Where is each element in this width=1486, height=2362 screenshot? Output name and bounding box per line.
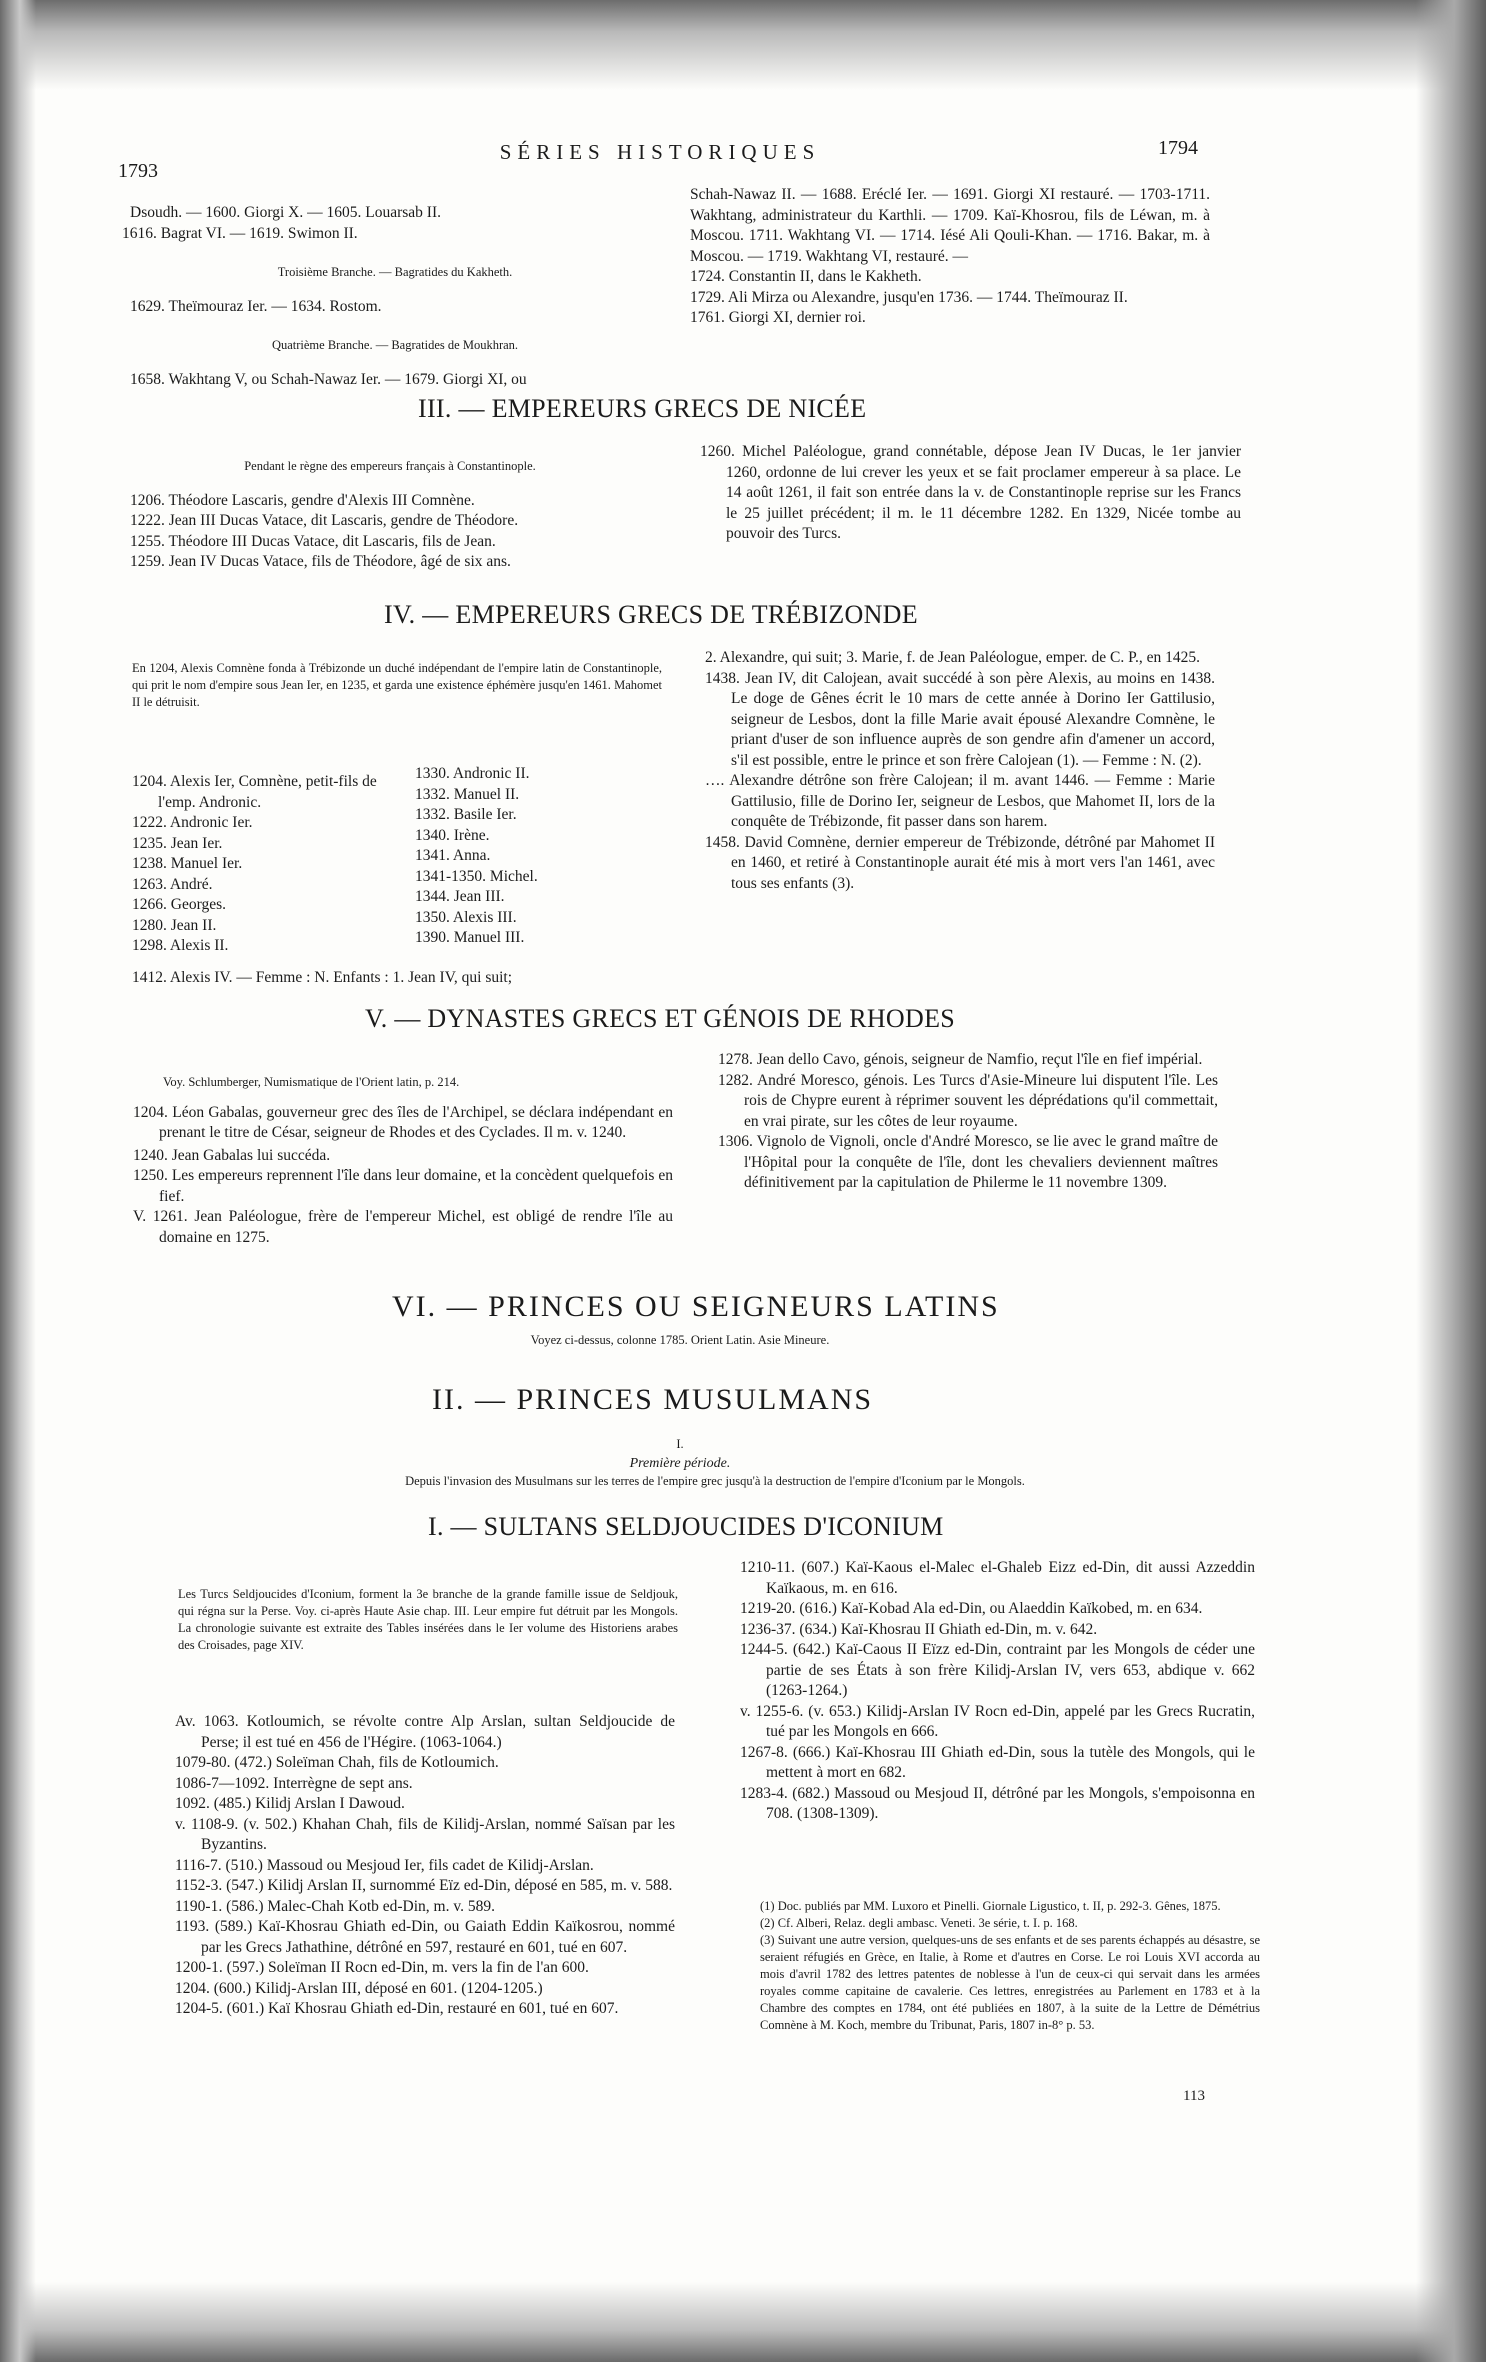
section-title-nicee: III. — EMPEREURS GRECS DE NICÉE <box>418 394 867 423</box>
iconium-entry: 1086-7—1092. Interrègne de sept ans. <box>175 1774 413 1792</box>
page-number-left: 1793 <box>118 160 158 182</box>
section-title-trebizonde: IV. — EMPEREURS GRECS DE TRÉBIZONDE <box>384 600 918 629</box>
iconium-entry: 1204-5. (601.) Kaï Khosrau Ghiath ed-Din, restauré en 601, tué en 607. <box>175 2000 619 2017</box>
rhodes-left-column <box>133 1072 673 1248</box>
part-title-musulmans: II. — PRINCES MUSULMANS <box>432 1383 874 1416</box>
georgia-left-column <box>122 203 660 390</box>
trebizonde-entry: 1332. Manuel II. <box>415 785 520 803</box>
branch-caption: Quatrième Branche. — Bagratides de Moukhran. <box>271 338 519 352</box>
rhodes-entry: 1306. Vignolo de Vignoli, oncle d'André Moresco, se lie avec le grand maître de l'Hôpital pour la conquête de l'île, dont les chevaliers deviennent maîtres définitivement par la capitulation de Philerme le 11 novembre 1309. <box>718 1133 1218 1191</box>
latins-note: Voyez ci-dessus, colonne 1785. Orient Latin. Asie Mineure. <box>530 1333 830 1347</box>
footnote: (3) Suivant une autre version, quelques-uns de ses enfants et de ses parents échappés au désastre, se seraient réfugiés en Grèce, en Italie, à Rome et d'autres en Corse. Le roi Louis XVI accorda au mois d'avril 1782 des lettres patentes de noblesse à l'un de ceux-ci qui servait dans les armées royales comme capitaine de cavalerie. Ces lettres, enregistrées au Parlement en 1783 et à la Chambre des comptes en 1784, ont été publiées en 1807, à la suite de la Lettre de Démétrius Comnène à M. Koch, membre du Tribunat, Paris, 1807 in-8° p. 53. <box>760 1933 1260 2032</box>
iconium-right-column <box>740 1558 1255 1825</box>
iconium-entry: 1092. (485.) Kilidj Arslan I Dawoud. <box>175 1795 405 1812</box>
iconium-entry: 1190-1. (586.) Malec-Chah Kotb ed-Din, m. v. 589. <box>175 1897 495 1915</box>
nicee-entry: 1222. Jean III Ducas Vatace, dit Lascaris, gendre de Théodore. <box>130 512 519 529</box>
georgia-line: Dsoudh. — 1600. Giorgi X. — 1605. Louarsab II. <box>130 204 441 221</box>
georgia-line: 1629. Theïmouraz Ier. — 1634. Rostom. <box>130 297 382 315</box>
scan-edge-top <box>0 0 1486 90</box>
scan-edge-left <box>0 0 36 2362</box>
trebizonde-entry: 1330. Andronic II. <box>415 765 530 782</box>
iconium-entry: 1283-4. (682.) Massoud ou Mesjoud II, détrôné par les Mongols, s'empoisonna en 708. (1308-1309). <box>740 1784 1255 1822</box>
footnotes <box>760 1898 1260 2034</box>
scan-edge-right <box>1416 0 1486 2362</box>
trebizonde-entry: 2. Alexandre, qui suit; 3. Marie, f. de Jean Paléologue, emper. de C. P., en 1425. <box>705 649 1201 666</box>
georgia-line: 1729. Ali Mirza ou Alexandre, jusqu'en 1736. — 1744. Theïmouraz II. <box>690 288 1128 306</box>
iconium-left-column <box>175 1712 675 2020</box>
nicee-entry: 1206. Théodore Lascaris, gendre d'Alexis III Comnène. <box>130 491 475 509</box>
page-number-right: 1794 <box>1158 137 1198 159</box>
trebizonde-entry: 1263. André. <box>132 875 213 893</box>
trebizonde-entry: 1341-1350. Michel. <box>415 867 538 885</box>
part-number: I. <box>676 1437 684 1451</box>
rhodes-entry: 1240. Jean Gabalas lui succéda. <box>133 1146 331 1164</box>
rhodes-entry: V. 1261. Jean Paléologue, frère de l'empereur Michel, est obligé de rendre l'île au domaine en 1275. <box>133 1208 673 1246</box>
iconium-entry: 1193. (589.) Kaï-Khosrau Ghiath ed-Din, ou Gaiath Eddin Kaïkosrou, nommé par les Grecs Jathathine, détrôné en 597, restauré en 601, tué en 607. <box>175 1918 675 1956</box>
iconium-entry: v. 1255-6. (v. 653.) Kilidj-Arslan IV Rocn ed-Din, appelé par les Grecs Rucratin, tué par les Mongols en 666. <box>740 1702 1255 1740</box>
trebizonde-entry: 1438. Jean IV, dit Calojean, avait succédé à son père Alexis, au moins en 1438. Le doge de Gênes écrit le 10 mars de cette année à Dorino Ier Gattilusio, seigneur de Lesbos, dont la fille Marie avait épousé Alexandre Comnène, le priant d'user de son influence auprès de son gendre afin d'amener un accord, s'il est possible, entre le prince et son frère Calojean (1). — Femme : N. (2). <box>705 669 1215 769</box>
period-label: Première période. <box>629 1456 731 1471</box>
georgia-line: 1616. Bagrat VI. — 1619. Swimon II. <box>122 224 358 242</box>
iconium-entry: 1267-8. (666.) Kaï-Khosrau III Ghiath ed-Din, sous la tutèle des Mongols, qui le mettent à mort en 682. <box>740 1743 1255 1781</box>
scan-edge-bottom <box>0 2282 1486 2362</box>
section-title-iconium: I. — SULTANS SELDJOUCIDES D'ICONIUM <box>428 1512 944 1541</box>
section-title-rhodes: V. — DYNASTES GRECS ET GÉNOIS DE RHODES <box>365 1004 956 1033</box>
iconium-intro: Les Turcs Seldjoucides d'Iconium, forment la 3e branche de la grande famille issue de Seldjouk, qui régna sur la Perse. Voy. ci-après Haute Asie chap. III. Leur empire fut détruit par les Mongols. La chronologie suivante est extraite des Tables insérées dans le Ier volume des Historiens arabes des Croisades, page XIV. <box>178 1587 678 1652</box>
rhodes-entry: 1282. André Moresco, génois. Les Turcs d'Asie-Mineure lui disputent l'île. Les rois de Chypre eurent à réprimer souvent les déprédations qu'il commettait, en vrai pirate, sur les côtes de leur royaume. <box>718 1071 1218 1130</box>
rhodes-entry: 1204. Léon Gabalas, gouverneur grec des îles de l'Archipel, se déclara indépendant en prenant le titre de César, seigneur de Rhodes et des Cyclades. Il m. v. 1240. <box>133 1103 673 1141</box>
running-title: SÉRIES HISTORIQUES <box>499 140 821 164</box>
nicee-entry: 1260. Michel Paléologue, grand connétable, dépose Jean IV Ducas, le 1er janvier 1260, ordonne de lui crever les yeux et se fait proclamer empereur à sa place. Le 14 août 1261, il fait son entrée dans la v. de Constantinople reprise sur les Francs le 25 juillet précédent; il m. le 11 décembre 1282. En 1329, Nicée tombe au pouvoir des Turcs. <box>700 443 1241 542</box>
trebizonde-list-a <box>132 772 392 957</box>
georgia-right-column <box>690 185 1210 329</box>
trebizonde-entry: 1350. Alexis III. <box>415 908 517 926</box>
nicee-caption: Pendant le règne des empereurs français à Constantinople. <box>244 459 536 473</box>
trebizonde-list-b <box>415 764 655 949</box>
trebizonde-entry: 1204. Alexis Ier, Comnène, petit-fils de l'emp. Andronic. <box>132 773 377 811</box>
nicee-entry: 1255. Théodore III Ducas Vatace, dit Lascaris, fils de Jean. <box>130 532 496 550</box>
trebizonde-entry: 1340. Irène. <box>415 826 490 844</box>
trebizonde-entry: 1280. Jean II. <box>132 916 217 934</box>
trebizonde-entry: 1238. Manuel Ier. <box>132 855 243 872</box>
trebizonde-entry: 1390. Manuel III. <box>415 929 525 946</box>
iconium-entry: 1210-11. (607.) Kaï-Kaous el-Malec el-Ghaleb Eizz ed-Din, dit aussi Azzeddin Kaïkaous, m. en 616. <box>740 1559 1255 1597</box>
iconium-entry: 1152-3. (547.) Kilidj Arslan II, surnommé Eïz ed-Din, déposé en 585, m. v. 588. <box>175 1877 673 1894</box>
iconium-entry: v. 1108-9. (v. 502.) Khahan Chah, fils de Kilidj-Arslan, nommé Saïsan par les Byzantins. <box>175 1815 675 1853</box>
georgia-line: Schah-Nawaz II. — 1688. Eréclé Ier. — 1691. Giorgi XI restauré. — 1703-1711. Wakhtang, administrateur du Karthli. — 1709. Kaï-Khosrou, fils de Léwan, m. à Moscou. 1711. Wakhtang VI. — 1714. Iésé Ali Qouli-Khan. — 1716. Bakar, m. à Moscou. — 1719. Wakhtang VI, restauré. — <box>690 186 1210 265</box>
footnote: (2) Cf. Alberi, Relaz. degli ambasc. Veneti. 3e série, t. I. p. 168. <box>760 1916 1078 1930</box>
rhodes-right-column <box>718 1050 1218 1194</box>
trebizonde-entry: 1332. Basile Ier. <box>415 806 517 823</box>
trebizonde-intro: En 1204, Alexis Comnène fonda à Trébizonde un duché indépendant de l'empire latin de Constantinople, qui prit le nom d'empire sous Jean Ier, en 1235, et garda une existence éphémère jusqu'en 1461. Mahomet II le détruisit. <box>132 661 662 709</box>
signature-number: 113 <box>1183 2088 1205 2104</box>
iconium-entry: Av. 1063. Kotloumich, se révolte contre Alp Arslan, sultan Seldjoucide de Perse; il est tué en 456 de l'Hégire. (1063-1064.) <box>175 1713 675 1751</box>
iconium-entry: 1244-5. (642.) Kaï-Caous II Eïzz ed-Din, contraint par les Mongols de céder une partie de ses États à son frère Kilidj-Arslan IV, vers 653, abdique v. 662 (1263-1264.) <box>740 1641 1255 1699</box>
nicee-entry: 1259. Jean IV Ducas Vatace, fils de Théodore, âgé de six ans. <box>130 553 511 570</box>
trebizonde-entry: 1266. Georges. <box>132 896 226 913</box>
trebizonde-entry: 1458. David Comnène, dernier empereur de Trébizonde, détrôné par Mahomet II en 1460, et retiré à Constantinople aurait été mis à mort vers l'an 1461, avec tous ses enfants (3). <box>705 833 1215 892</box>
trebizonde-entry: 1298. Alexis II. <box>132 937 229 954</box>
georgia-line: 1658. Wakhtang V, ou Schah-Nawaz Ier. — 1679. Giorgi XI, ou <box>130 370 527 388</box>
iconium-entry: 1200-1. (597.) Soleïman II Rocn ed-Din, m. vers la fin de l'an 600. <box>175 1959 589 1976</box>
period-description: Depuis l'invasion des Musulmans sur les terres de l'empire grec jusqu'à la destruction de l'empire d'Iconium par le Mongols. <box>405 1474 1025 1488</box>
section-title-latins: VI. — PRINCES OU SEIGNEURS LATINS <box>392 1290 1000 1323</box>
trebizonde-entry-last: 1412. Alexis IV. — Femme : N. Enfants : 1. Jean IV, qui suit; <box>132 969 513 986</box>
trebizonde-entry: 1222. Andronic Ier. <box>132 814 253 831</box>
iconium-entry: 1219-20. (616.) Kaï-Kobad Ala ed-Din, ou Alaeddin Kaïkobed, m. en 634. <box>740 1600 1203 1617</box>
trebizonde-right-column <box>705 648 1215 894</box>
georgia-line: 1761. Giorgi XI, dernier roi. <box>690 309 866 326</box>
iconium-entry: 1204. (600.) Kilidj-Arslan III, déposé en 601. (1204-1205.) <box>175 1979 543 1997</box>
rhodes-entry: 1278. Jean dello Cavo, génois, seigneur de Namfio, reçut l'île en fief impérial. <box>718 1051 1203 1068</box>
nicee-left-column <box>130 456 650 573</box>
iconium-entry: 1236-37. (634.) Kaï-Khosrau II Ghiath ed-Din, m. v. 642. <box>740 1620 1098 1638</box>
rhodes-caption: Voy. Schlumberger, Numismatique de l'Orient latin, p. 214. <box>163 1075 460 1089</box>
iconium-entry: 1116-7. (510.) Massoud ou Mesjoud Ier, fils cadet de Kilidj-Arslan. <box>175 1856 594 1874</box>
trebizonde-entry: 1344. Jean III. <box>415 888 505 905</box>
nicee-right-column <box>700 442 1241 545</box>
rhodes-entry: 1250. Les empereurs reprennent l'île dans leur domaine, et la concèdent quelquefois en fief. <box>133 1167 673 1205</box>
footnote: (1) Doc. publiés par MM. Luxoro et Pinelli. Giornale Ligustico, t. II, p. 292-3. Gênes, 1875. <box>760 1899 1221 1913</box>
trebizonde-entry: …. Alexandre détrône son frère Calojean; il m. avant 1446. — Femme : Marie Gattilusio, fille de Dorino Ier, seigneur de Lesbos, que Mahomet II, lors de la conquête de Trébizonde, fit passer dans son harem. <box>705 772 1215 830</box>
trebizonde-entry: 1235. Jean Ier. <box>132 834 223 852</box>
trebizonde-entry: 1341. Anna. <box>415 847 491 864</box>
iconium-entry: 1079-80. (472.) Soleïman Chah, fils de Kotloumich. <box>175 1754 499 1771</box>
georgia-line: 1724. Constantin II, dans le Kakheth. <box>690 268 922 285</box>
branch-caption: Troisième Branche. — Bagratides du Kakheth. <box>277 265 513 279</box>
